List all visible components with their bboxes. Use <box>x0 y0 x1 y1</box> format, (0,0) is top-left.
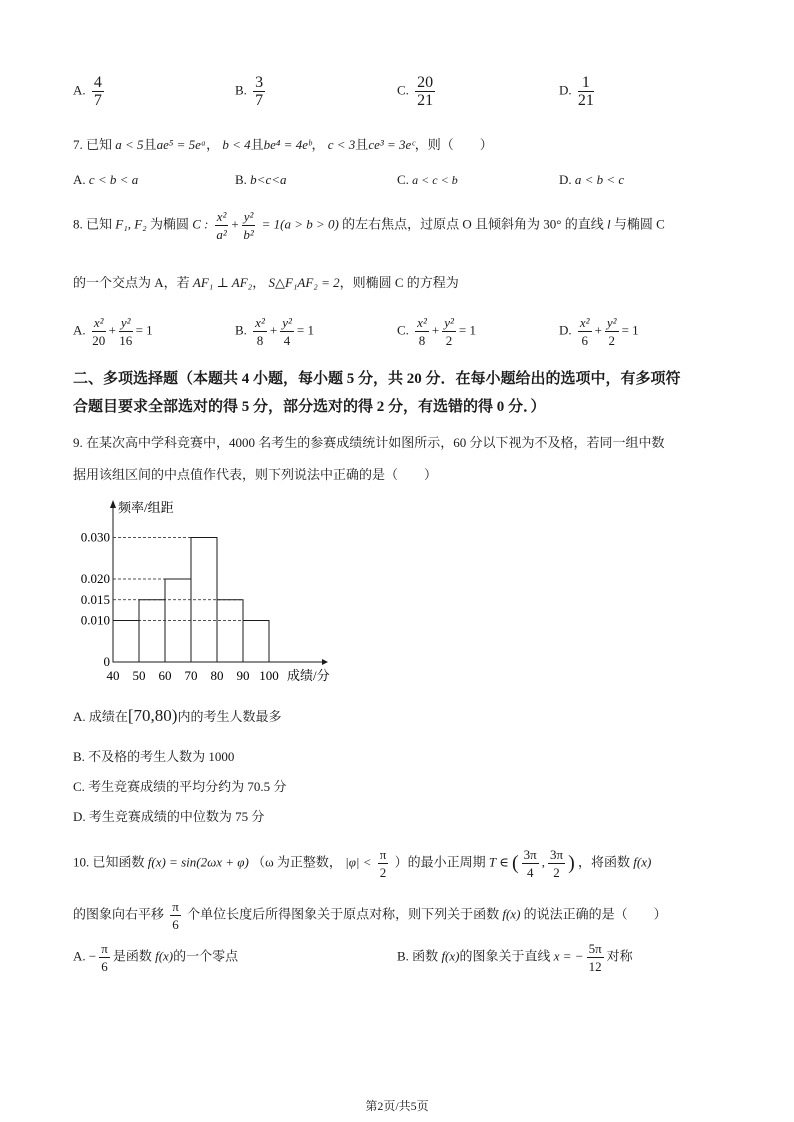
fraction: $\frac{\text{x²}}{\text{a²}}$ <box>216 209 227 242</box>
math-equation: be⁴ = 4eᵇ <box>263 137 312 152</box>
x-axis-label: 成绩/分 <box>287 668 330 683</box>
q9-stem-line1: 9. 在某次高中学科竞赛中，4000 名考生的参赛成绩统计如图所示，60 分以下视为不及格，若同一组中数 <box>73 435 665 450</box>
x-tick-label: 100 <box>259 668 279 683</box>
q8-stem-line2: 的一个交点为 A，若 AF₁ ⊥ AF₂， S△F₁AF₂ = 2，则椭圆 C 的方程为 <box>73 275 459 290</box>
x-tick-label: 40 <box>106 668 120 683</box>
stem-text: 且 <box>143 137 157 152</box>
question-number: 8. <box>73 216 83 232</box>
numerator: 20 <box>417 74 434 91</box>
denominator: 21 <box>417 92 434 109</box>
denominator: 2 <box>445 333 453 348</box>
denominator: 16 <box>119 333 133 348</box>
denominator: 20 <box>92 333 106 348</box>
q8-option-c: C. $\frac{\text{x²}}{8}$ + $\frac{\text{y²}}{2}$ = 1 <box>397 315 476 348</box>
option-label: D. <box>559 322 572 338</box>
option-text: 的一个零点 <box>173 948 239 964</box>
section-title-line2: 合题目要求全部选对的得 5 分，部分选对的得 2 分，有选错的得 0 分．） <box>73 399 546 415</box>
option-label: D. <box>559 82 572 98</box>
math-foci: F₁, F₂ <box>115 216 147 232</box>
denominator: 2 <box>608 333 615 348</box>
fraction: $\frac{\text{y²}}{\text{b²}}$ <box>243 209 254 242</box>
math-function: f(x) = sin(2ωx + φ) <box>147 854 249 870</box>
math-condition: = 1(a > b > 0) <box>261 216 339 232</box>
numerator: 4 <box>93 74 102 91</box>
y-tick-label: 0.020 <box>80 571 110 586</box>
fraction: $\frac{\text{y²}}{4}$ <box>282 315 292 348</box>
math-period: T ∈ <box>488 854 509 870</box>
option-label: B. <box>397 948 409 964</box>
stem-text: 已知函数 <box>92 854 145 870</box>
section-header <box>73 365 733 421</box>
numerator: 3π <box>523 847 537 862</box>
math-fx: f(x) <box>441 948 460 964</box>
numerator: 3 <box>255 74 264 91</box>
stem-text: （ω 为正整数， <box>252 854 342 870</box>
numerator: π <box>101 941 108 956</box>
option-label: C. <box>397 82 409 98</box>
x-tick-label: 70 <box>184 668 198 683</box>
option-text: a < c < b <box>412 173 458 187</box>
option-label: D. <box>559 172 572 187</box>
y-tick-label: 0.030 <box>80 529 110 545</box>
y-axis-arrow <box>110 500 116 508</box>
fraction: $\frac{\text{y²}}{2}$ <box>606 315 617 348</box>
option-label: B. <box>235 172 247 187</box>
denominator: 2 <box>553 865 560 880</box>
option-label: A. <box>73 82 86 98</box>
q10-stem-line1: 10. 已知函数 f(x) = sin(2ωx + φ) （ω 为正整数， |φ| < $\frac{\pi}{2}$ ）的最小正周期 T ∈ ( $\frac{3\pi}{4}$ , $\frac{3\pi}{2}$ ) ，将函数 f(x) <box>73 847 652 880</box>
x-tick-label: 80 <box>210 668 224 683</box>
q9-stem-line2: 据用该组区间的中点值作代表，则下列说法中正确的是（ ） <box>73 467 438 482</box>
option-label: B. <box>235 322 247 338</box>
x-tick-label: 60 <box>158 668 172 683</box>
option-label: A. <box>73 322 86 338</box>
q7-option-b <box>235 172 287 188</box>
fraction <box>415 74 435 109</box>
stem-text: ，将函数 <box>577 854 630 870</box>
stem-text: 的图象向右平移 <box>73 906 165 922</box>
option-label: A. <box>73 172 86 187</box>
question-number: 10. <box>73 854 90 870</box>
stem-text: 与椭圆 C <box>613 216 665 232</box>
fraction: $\frac{\text{y²}}{2}$ <box>444 315 454 348</box>
option-text: A. 成绩在 <box>73 709 128 724</box>
math-line: l <box>606 216 611 232</box>
axes <box>110 500 328 665</box>
q8-option-d: D. $\frac{\text{x²}}{6}$ + $\frac{\text{y²}}{2}$ = 1 <box>559 315 639 348</box>
q9-option-a <box>73 706 281 726</box>
fraction: $\frac{\text{x²}}{8}$ <box>255 315 265 348</box>
denominator: 6 <box>581 333 588 348</box>
q10-option-a <box>73 940 238 975</box>
denominator: 4 <box>283 333 291 348</box>
fraction: $\frac{\text{x²}}{20}$ <box>92 315 106 348</box>
stem-text: 且 <box>250 137 264 152</box>
stem-text: 的说法正确的是（ ） <box>523 906 667 922</box>
fraction <box>92 74 104 109</box>
numerator: 3π <box>549 847 564 862</box>
stem-text: 为椭圆 <box>149 216 189 232</box>
equals-one: = 1 <box>135 322 153 338</box>
y-tick-labels <box>81 530 110 670</box>
math-fx: f(x) <box>502 906 521 922</box>
frequency-histogram <box>70 494 350 694</box>
q9-option-b: B. 不及格的考生人数为 1000 <box>73 749 235 764</box>
fraction <box>548 846 565 881</box>
stem-text: 的一个交点为 A，若 <box>73 275 190 290</box>
histogram-bar <box>113 621 139 663</box>
denominator: 7 <box>93 92 102 109</box>
q6-option-a <box>73 74 107 109</box>
q7-option-c <box>397 172 458 188</box>
denominator: 2 <box>379 865 387 880</box>
minus-sign: − <box>88 948 97 964</box>
fraction <box>99 940 110 975</box>
x-tick-label: 50 <box>132 668 146 683</box>
option-label: C. <box>397 322 409 338</box>
fraction: $\frac{\text{x²}}{6}$ <box>579 315 590 348</box>
denominator: 12 <box>588 959 602 974</box>
math-perpendicular: AF₁ ⊥ AF₂ <box>192 275 253 290</box>
q8-option-b: B. $\frac{\text{x²}}{8}$ + $\frac{\text{y²}}{4}$ = 1 <box>235 315 314 348</box>
q7-option-d <box>559 172 624 188</box>
math-condition: b < 4 <box>222 137 251 152</box>
option-label: C. <box>397 172 409 187</box>
x-tick-labels <box>107 668 279 683</box>
fraction <box>522 846 539 881</box>
histogram-bar <box>243 621 269 663</box>
q8-option-a: A. $\frac{\text{x²}}{20}$ + $\frac{\text{y²}}{16}$ = 1 <box>73 315 153 348</box>
math-interval: [70,80) <box>127 706 178 725</box>
equals-one: = 1 <box>458 322 476 338</box>
math-equation: ce³ = 3eᶜ <box>368 137 415 152</box>
math-equation: ae⁵ = 5eᵃ <box>156 137 207 152</box>
q7-stem: 7. 已知 a < 5且ae⁵ = 5eᵃ， b < 4且be⁴ = 4eᵇ， c < 3且ce³ = 3eᶜ，则（ ） <box>73 137 493 152</box>
y-axis-label: 频率/组距 <box>118 500 174 515</box>
option-text: 函数 <box>412 948 439 964</box>
option-text: 对称 <box>606 948 633 964</box>
math-fx: f(x) <box>155 948 174 964</box>
numerator: 1 <box>578 74 594 92</box>
denominator: 8 <box>418 333 426 348</box>
fraction <box>170 898 181 933</box>
q6-option-c <box>397 74 438 109</box>
q10-stem-line2 <box>73 898 667 933</box>
stem-text: 已知 <box>86 216 113 232</box>
math-area: S△F₁AF₂ = 2 <box>268 275 340 290</box>
option-label: A. <box>73 948 86 964</box>
q8-stem-line1: 8. 已知 F₁, F₂ 为椭圆 C : $\frac{\text{x²}}{\text{a²}}$ + $\frac{\text{y²}}{\text{b²}}$ = 1(a > b > 0) 的左右焦点，过原点 O 且倾斜角为 30° 的直线 l 与椭圆 C <box>73 209 665 242</box>
math-condition: c < 3 <box>327 137 356 152</box>
y-tick-label: 0.015 <box>80 591 110 607</box>
option-label: B. <box>235 82 247 98</box>
q9-option-d: D. 考生竞赛成绩的中位数为 75 分 <box>73 809 265 824</box>
option-text: b<c<a <box>250 172 287 187</box>
stem-text: ，则（ ） <box>414 137 493 152</box>
math-equation: x = − <box>553 948 584 964</box>
q6-option-b <box>235 74 268 109</box>
option-text: a < b < c <box>574 172 625 187</box>
math-condition: |φ| < <box>345 854 372 870</box>
fraction <box>587 940 604 975</box>
histogram-bar <box>139 600 165 662</box>
math-condition: a < 5 <box>115 137 144 152</box>
stem-text: ，则椭圆 C 的方程为 <box>339 275 459 290</box>
math-fx: f(x) <box>633 854 652 870</box>
denominator: 6 <box>172 917 179 932</box>
equals-one: = 1 <box>296 322 314 338</box>
y-tick-label: 0.010 <box>80 612 110 628</box>
numerator: 5π <box>588 941 602 956</box>
stem-text: 个单位长度后所得图象关于原点对称，则下列关于函数 <box>187 906 500 922</box>
denominator: 6 <box>101 959 108 974</box>
denominator: 7 <box>255 92 264 109</box>
q9-option-c: C. 考生竞赛成绩的平均分约为 70.5 分 <box>73 779 287 794</box>
section-title-line1: 二、多项选择题（本题共 4 小题，每小题 5 分，共 20 分．在每小题给出的选项中，有多项符 <box>73 371 681 387</box>
option-text: 的图象关于直线 <box>459 948 551 964</box>
question-number: 7. <box>73 137 83 152</box>
stem-text: 已知 <box>86 137 113 152</box>
fraction <box>253 74 265 109</box>
q7-option-a <box>73 172 138 188</box>
stem-text: 的左右焦点，过原点 O 且倾斜角为 30° 的直线 <box>342 216 604 232</box>
option-text: 内的考生人数最多 <box>177 709 282 724</box>
denominator: 21 <box>577 92 594 109</box>
fraction: $\frac{\text{x²}}{8}$ <box>417 315 427 348</box>
histogram-bar <box>217 600 243 662</box>
equals-one: = 1 <box>621 322 639 338</box>
y-tick-label: 0 <box>103 654 110 669</box>
denominator: 8 <box>256 333 264 348</box>
stem-text: ）的最小正周期 <box>394 854 486 870</box>
fraction <box>578 74 594 109</box>
x-tick-label: 90 <box>236 668 250 683</box>
q10-option-b <box>397 940 633 975</box>
fraction: $\frac{\text{y²}}{16}$ <box>119 315 133 348</box>
math-ellipse-name: C : <box>192 216 209 232</box>
option-text: 是函数 <box>112 948 152 964</box>
x-axis-arrow <box>322 659 328 665</box>
q6-option-d <box>559 74 597 109</box>
numerator: π <box>379 847 387 862</box>
fraction <box>378 846 389 881</box>
numerator: π <box>172 899 179 914</box>
option-text: c < b < a <box>88 172 139 187</box>
page-footer: 第2页/共5页 <box>365 1099 429 1113</box>
denominator: 4 <box>526 865 534 880</box>
stem-text: 且 <box>355 137 369 152</box>
